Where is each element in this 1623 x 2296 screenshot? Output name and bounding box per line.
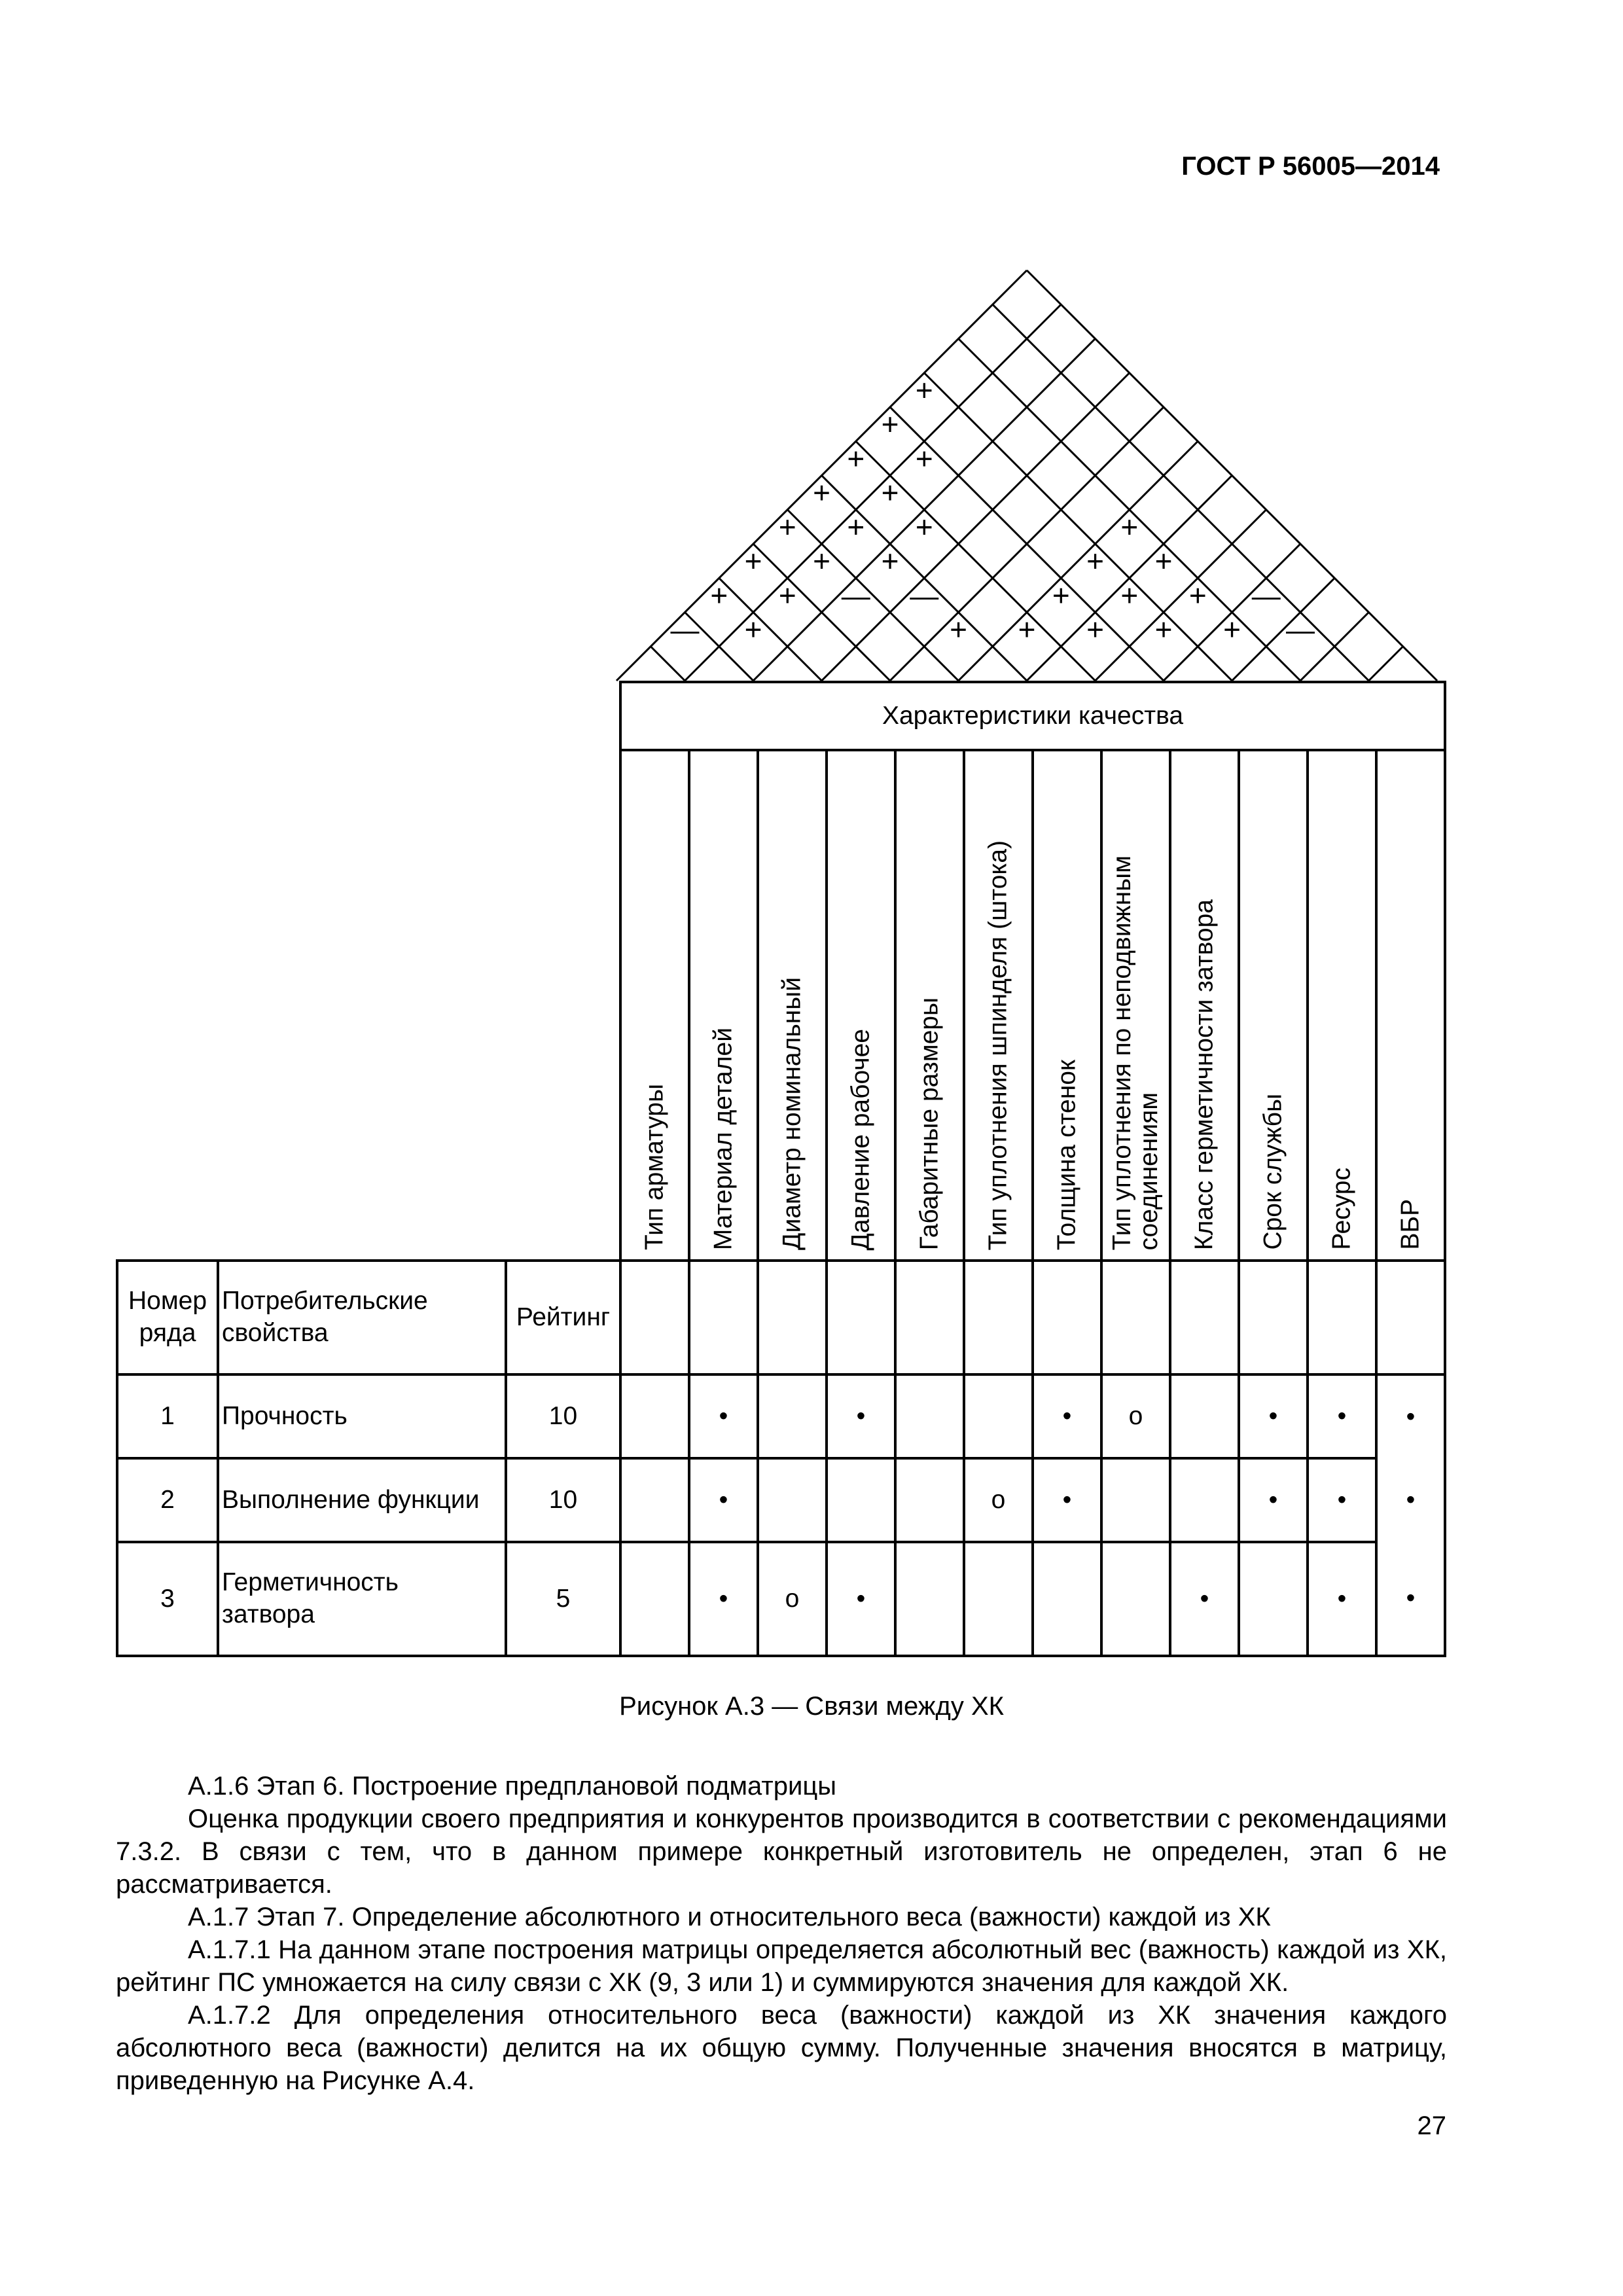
roof-grid-line — [651, 647, 685, 681]
row-number-header: Номер ряда — [117, 1261, 218, 1374]
figure-caption: Рисунок А.3 — Связи между ХК — [619, 1692, 1004, 1721]
characteristic-label: Класс герметичности затвора — [1190, 899, 1219, 1250]
table-row — [117, 1374, 1445, 1458]
characteristic-column-header — [1033, 750, 1101, 1261]
positive-correlation-mark: + — [1086, 544, 1104, 579]
table-row — [117, 1458, 1445, 1542]
positive-correlation-mark: + — [881, 475, 899, 510]
table-row — [117, 1542, 1445, 1656]
header-empty-cell — [758, 1261, 827, 1374]
relationship-mark — [1170, 1458, 1239, 1542]
relationship-mark: • — [827, 1374, 895, 1458]
relationship-mark: • — [1376, 1458, 1445, 1542]
header-empty-cell — [1170, 1261, 1239, 1374]
negative-correlation-mark: — — [670, 614, 700, 647]
positive-correlation-mark: + — [710, 578, 728, 613]
relationship-mark — [620, 1374, 689, 1458]
header-empty-cell — [895, 1261, 964, 1374]
characteristic-column-header — [1239, 750, 1308, 1261]
positive-correlation-mark: + — [744, 612, 762, 647]
relationship-mark: • — [1239, 1458, 1308, 1542]
correlation-roof — [0, 0, 1623, 694]
relationship-mark — [964, 1542, 1033, 1656]
rating-value: 10 — [506, 1374, 620, 1458]
relationship-mark: • — [1033, 1458, 1101, 1542]
paragraph: А.1.6 Этап 6. Построение предплановой подматрицы — [188, 1772, 836, 1801]
relationship-mark: • — [1033, 1374, 1101, 1458]
characteristic-column-header — [1376, 750, 1445, 1261]
relationship-mark: • — [1308, 1374, 1376, 1458]
positive-correlation-mark: + — [813, 475, 830, 510]
roof-grid-line — [924, 373, 1232, 681]
characteristic-column-header — [1101, 750, 1170, 1261]
rating-header: Рейтинг — [506, 1261, 620, 1374]
relationship-mark — [758, 1458, 827, 1542]
relationship-mark: о — [758, 1542, 827, 1656]
header-empty-cell — [827, 1261, 895, 1374]
relationship-mark — [1101, 1542, 1170, 1656]
roof-grid-line — [719, 578, 822, 681]
relationship-mark — [895, 1374, 964, 1458]
negative-correlation-mark: — — [841, 580, 870, 613]
characteristic-column-header — [689, 750, 758, 1261]
header-empty-cell — [1033, 1261, 1101, 1374]
positive-correlation-mark: + — [915, 509, 933, 544]
positive-correlation-mark: + — [1223, 612, 1241, 647]
relationship-mark — [827, 1458, 895, 1542]
positive-correlation-mark: + — [778, 578, 796, 613]
relationship-mark: • — [689, 1374, 758, 1458]
consumer-property: Герметичность затвора — [218, 1542, 506, 1656]
positive-correlation-mark: + — [915, 372, 933, 407]
consumer-property: Выполнение функции — [218, 1458, 506, 1542]
quality-characteristics-title: Характеристики качества — [620, 682, 1445, 750]
header-empty-cell — [1239, 1261, 1308, 1374]
row-number: 2 — [117, 1458, 218, 1542]
characteristic-column-header — [758, 750, 827, 1261]
relationship-mark — [620, 1458, 689, 1542]
paragraph: А.1.7.2 Для определения относительного веса (важности) каждой из ХК значения каждого абсолютного веса (важности) делится на их общую сумму. Полученные значения вносятся в матрицу, приведенную на Рисунке А.4. — [116, 2001, 1447, 2095]
characteristic-column-header — [1170, 750, 1239, 1261]
relationship-mark: • — [689, 1458, 758, 1542]
positive-correlation-mark: + — [1120, 509, 1139, 544]
standard-designation: ГОСТ Р 56005—2014 — [1181, 152, 1440, 181]
positive-correlation-mark: + — [1086, 612, 1104, 647]
positive-correlation-mark: + — [950, 612, 967, 647]
header-empty-cell — [1376, 1261, 1445, 1374]
relationship-mark — [895, 1458, 964, 1542]
paragraph: Оценка продукции своего предприятия и конкурентов производится в соответствии с рекомендациями 7.3.2. В связи с тем, что в данном примере конкретный изготовитель не определен, этап 6 не рассматривается. — [116, 1804, 1447, 1899]
header-empty-cell — [964, 1261, 1033, 1374]
relationship-mark — [1170, 1374, 1239, 1458]
paragraph: А.1.7.1 На данном этапе построения матрицы определяется абсолютный вес (важность) каждой из ХК, рейтинг ПС умножается на силу связи с ХК (9, 3 или 1) и суммируются значения для каждой ХК. — [116, 1935, 1447, 1997]
negative-correlation-mark: — — [1286, 614, 1315, 647]
roof-grid-line — [1369, 647, 1403, 681]
relationship-mark: о — [964, 1458, 1033, 1542]
consumer-property: Прочность — [218, 1374, 506, 1458]
characteristic-label: Ресурс — [1327, 1168, 1356, 1250]
characteristic-label: ВБР — [1396, 1199, 1425, 1250]
negative-correlation-mark: — — [1251, 580, 1281, 613]
characteristic-column-header — [827, 750, 895, 1261]
row-number: 1 — [117, 1374, 218, 1458]
positive-correlation-mark: + — [847, 509, 865, 544]
positive-correlation-mark: + — [847, 441, 865, 476]
characteristic-label: Толщина стенок — [1052, 1059, 1081, 1250]
positive-correlation-mark: + — [744, 544, 762, 579]
header-empty-cell — [689, 1261, 758, 1374]
relationship-matrix — [116, 681, 1446, 1657]
characteristic-label: Тип уплотнения по неподвижным соединениям — [1107, 855, 1163, 1250]
roof-grid-line — [822, 373, 1130, 681]
positive-correlation-mark: + — [778, 509, 796, 544]
characteristic-label: Габаритные размеры — [915, 997, 944, 1250]
header-empty-cell — [1101, 1261, 1170, 1374]
paragraph: А.1.7 Этап 7. Определение абсолютного и относительного веса (важности) каждой из ХК — [188, 1903, 1271, 1931]
header-empty-cell — [1308, 1261, 1376, 1374]
positive-correlation-mark: + — [881, 407, 899, 442]
roof-grid-line — [685, 304, 1061, 681]
relationship-mark: • — [1170, 1542, 1239, 1656]
characteristic-label: Диаметр номинальный — [777, 977, 806, 1250]
relationship-mark: • — [1239, 1374, 1308, 1458]
characteristic-column-header — [964, 750, 1033, 1261]
relationship-mark: • — [827, 1542, 895, 1656]
relationship-mark: • — [1376, 1374, 1445, 1458]
positive-correlation-mark: + — [1154, 544, 1173, 579]
relationship-mark: • — [689, 1542, 758, 1656]
characteristic-label: Давление рабочее — [846, 1028, 875, 1250]
relationship-mark: • — [1308, 1542, 1376, 1656]
characteristic-label: Тип уплотнения шпинделя (штока) — [984, 840, 1012, 1250]
header-empty-cell — [620, 1261, 689, 1374]
relationship-mark — [1101, 1458, 1170, 1542]
positive-correlation-mark: + — [1018, 612, 1036, 647]
negative-correlation-mark: — — [910, 580, 939, 613]
rating-value: 10 — [506, 1458, 620, 1542]
positive-correlation-mark: + — [1052, 578, 1070, 613]
characteristic-label: Тип арматуры — [640, 1084, 669, 1250]
relationship-mark — [964, 1374, 1033, 1458]
positive-correlation-mark: + — [813, 544, 830, 579]
relationship-mark: • — [1376, 1542, 1445, 1656]
characteristic-column-header — [1308, 750, 1376, 1261]
relationship-mark — [758, 1374, 827, 1458]
relationship-mark: • — [1308, 1458, 1376, 1542]
positive-correlation-mark: + — [915, 441, 933, 476]
positive-correlation-mark: + — [881, 544, 899, 579]
roof-grid-line — [1232, 578, 1335, 681]
relationship-mark — [895, 1542, 964, 1656]
page-number: 27 — [1417, 2111, 1446, 2140]
positive-correlation-mark: + — [1120, 578, 1139, 613]
rating-value: 5 — [506, 1542, 620, 1656]
characteristic-label: Срок службы — [1258, 1094, 1287, 1250]
matrix-corner — [117, 682, 620, 1261]
characteristic-column-header — [895, 750, 964, 1261]
relationship-mark — [1033, 1542, 1101, 1656]
property-header: Потребительские свойства — [218, 1261, 506, 1374]
positive-correlation-mark: + — [1154, 612, 1173, 647]
body-text — [116, 1770, 1447, 2097]
relationship-mark — [1239, 1542, 1308, 1656]
characteristic-column-header — [620, 750, 689, 1261]
characteristic-label: Материал деталей — [709, 1027, 738, 1250]
relationship-mark: о — [1101, 1374, 1170, 1458]
relationship-mark — [620, 1542, 689, 1656]
row-number: 3 — [117, 1542, 218, 1656]
positive-correlation-mark: + — [1188, 578, 1207, 613]
